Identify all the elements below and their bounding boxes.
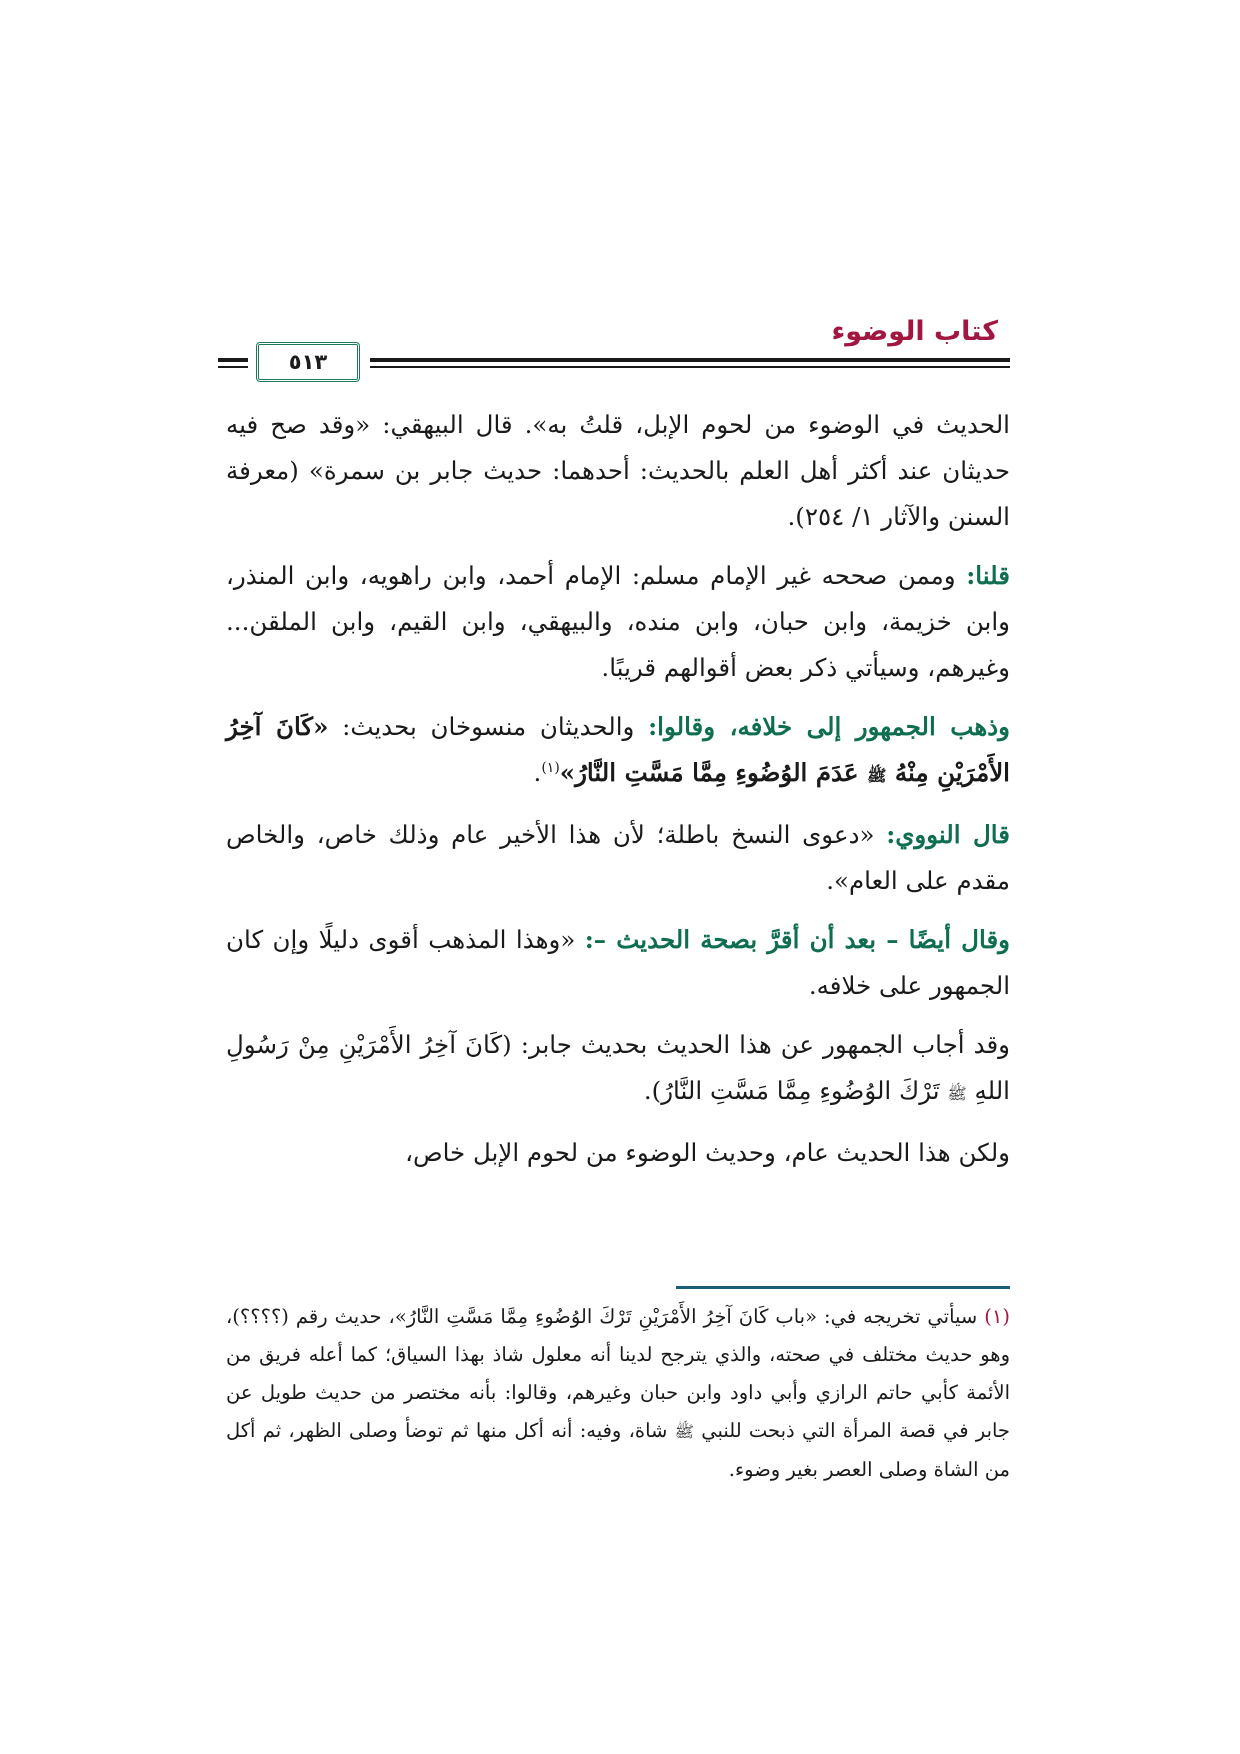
book-title: كتاب الوضوء <box>831 316 998 347</box>
keyword-lead: قلنا: <box>966 561 1010 590</box>
paragraph-text: وقد أجاب الجمهور عن هذا الحديث بحديث جابر: (كَانَ آخِرُ الأَمْرَيْنِ مِنْ رَسُولِ اللهِ <box>226 1030 1010 1105</box>
salutation-glyph: ﷺ <box>674 1422 694 1441</box>
paragraph-text: والحديثان منسوخان بحديث: <box>328 712 649 741</box>
page-header <box>218 316 1010 382</box>
paragraph <box>226 1130 1010 1176</box>
footnote-text: سيأتي تخريجه في: «باب كَانَ آخِرُ الأَمْرَيْنِ تَرْكَ الوُضُوءِ مِمَّا مَسَّتِ النَّارُ»، حديث رقم (؟؟؟؟)، وهو حديث مختلف في صحته، والذي يترجح لدينا أنه معلول شاذ بهذا السياق؛ كما أعله فريق من الأئمة كأبي حاتم الرازي وأبي داود وابن حبان وغيرهم، وقالوا: بأنه مختصر من حديث طويل عن جابر في قصة المرأة التي ذبحت للنبي <box>226 1305 1010 1442</box>
paragraph-text: ولكن هذا الحديث عام، وحديث الوضوء من لحوم الإبل خاص، <box>405 1138 1010 1167</box>
footnote-number: (١) <box>984 1305 1010 1328</box>
header-rule <box>370 366 1010 368</box>
paragraph-text: «وهذا المذهب أقوى دليلًا وإن كان الجمهور على خلافه. <box>226 925 1010 1000</box>
footnote <box>226 1298 1010 1489</box>
hadith-quote: عَدَمَ الوُضُوءِ مِمَّا مَسَّتِ النَّارُ» <box>559 758 868 787</box>
footnote-text: شاة، وفيه: أنه أكل منها ثم توضأ وصلى الظهر، ثم أكل من الشاة وصلى العصر بغير وضوء. <box>226 1419 1010 1481</box>
paragraph <box>226 917 1010 1009</box>
salutation-glyph: ﷺ <box>947 1084 967 1103</box>
paragraph-text: وممن صححه غير الإمام مسلم: الإمام أحمد، وابن راهويه، وابن المنذر، وابن خزيمة، وابن حبان، وابن منده، والبيهقي، وابن القيم، وابن الملقن... وغيرهم، وسيأتي ذكر بعض أقوالهم قريبًا. <box>226 561 1010 682</box>
footnote-divider <box>676 1286 1010 1289</box>
paragraph-text: . <box>533 758 542 787</box>
paragraph-text: الحديث في الوضوء من لحوم الإبل، قلتُ به». قال البيهقي: «وقد صح فيه حديثان عند أكثر أهل العلم بالحديث: أحدهما: حديث جابر بن سمرة» (معرفة السنن والآثار ١/ ٢٥٤). <box>226 410 1010 531</box>
main-text <box>226 402 1010 1189</box>
paragraph <box>226 812 1010 904</box>
header-rule <box>370 358 1010 362</box>
paragraph <box>226 553 1010 691</box>
keyword-lead: وذهب الجمهور إلى خلافه، وقالوا: <box>648 712 1011 741</box>
hadith-quote: «كَانَ آخِرُ الأَمْرَيْنِ مِنْهُ <box>226 712 1010 787</box>
header-rule <box>218 358 248 362</box>
paragraph-text: «دعوى النسخ باطلة؛ لأن هذا الأخير عام وذلك خاص، والخاص مقدم على العام». <box>226 820 1010 895</box>
paragraph-text: تَرْكَ الوُضُوءِ مِمَّا مَسَّتِ النَّارُ). <box>643 1076 948 1105</box>
footnote-ref[interactable]: (١) <box>541 759 560 776</box>
paragraph <box>226 704 1010 799</box>
keyword-lead: قال النووي: <box>886 820 1010 849</box>
salutation-glyph: ﷺ <box>867 766 887 785</box>
page-number-badge: ٥١٣ <box>256 342 360 382</box>
keyword-lead: وقال أيضًا – بعد أن أقرَّ بصحة الحديث –: <box>584 925 1010 954</box>
header-rule <box>218 366 248 368</box>
paragraph <box>226 1022 1010 1117</box>
paragraph <box>226 402 1010 540</box>
